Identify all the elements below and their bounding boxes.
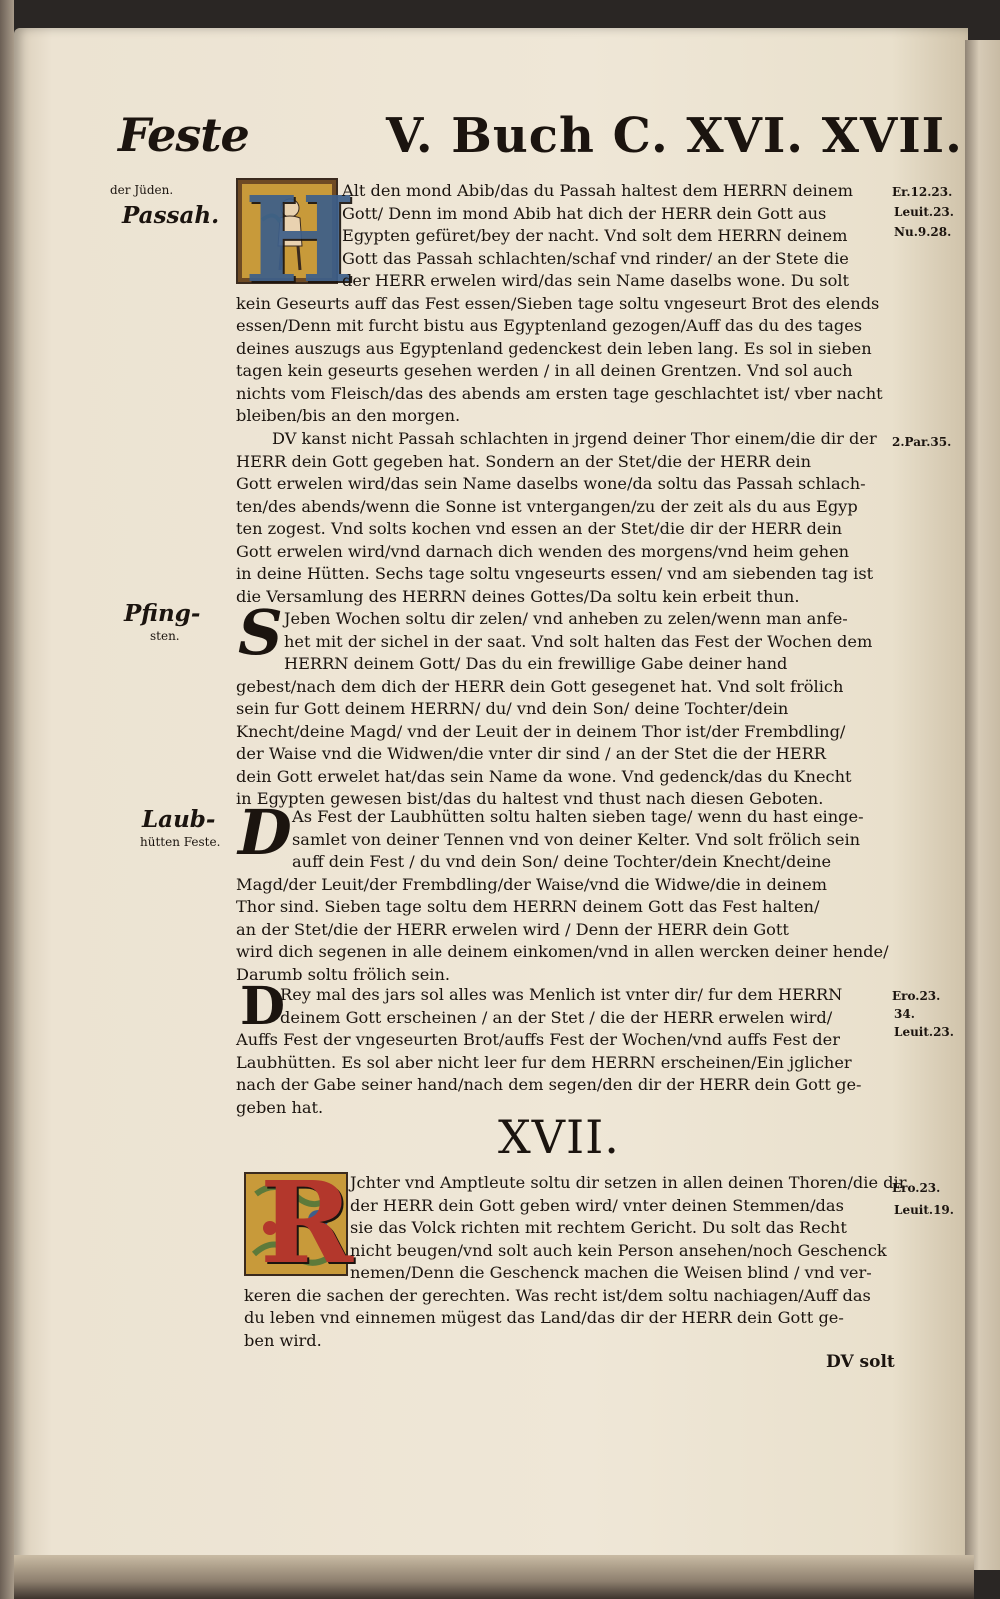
text-line: sie das Volck richten mit rechtem Gericht. Du solt das Recht	[350, 1218, 847, 1237]
text-line: het mit der sichel in der saat. Vnd solt halten das Fest der Wochen dem	[284, 631, 873, 651]
margin-ref: 2.Par.35.	[892, 435, 952, 449]
text-line: an der Stet/die der HERR erwelen wird / Denn der HERR dein Gott	[236, 919, 789, 939]
text-line: du leben vnd einnemen mügest das Land/das dir der HERR dein Gott ge-	[244, 1308, 844, 1327]
text-line: ben wird.	[244, 1330, 322, 1350]
running-head-center: V. Buch C. XVI. XVII.	[386, 108, 963, 164]
text-line: Gott/ Denn im mond Abib hat dich der HERR dein Gott aus	[342, 203, 827, 223]
text-line: keren die sachen der gerechten. Was recht ist/dem soltu nachiagen/Auff das	[244, 1285, 871, 1305]
margin-note-passah: Passah.	[122, 202, 220, 229]
text-line: nicht beugen/vnd solt auch kein Person ansehen/noch Geschenck	[350, 1240, 887, 1260]
margin-ref: 34.	[894, 1007, 915, 1021]
text-line: Jchter vnd Amptleute soltu dir setzen in allen deinen Thoren/die dir	[350, 1173, 907, 1192]
text-line: dein Gott erwelet hat/das sein Name da wone. Vnd gedenck/das du Knecht	[236, 766, 852, 786]
text-line: die Versamlung des HERRN deines Gottes/Da soltu kein erbeit thun.	[236, 586, 800, 606]
margin-ref: Leuit.19.	[894, 1203, 954, 1217]
text-line: Auffs Fest der vngeseurten Brot/auffs Fest der Wochen/vnd auffs Fest der	[236, 1030, 840, 1049]
text-line: nichts vom Fleisch/das des abends am ersten tage geschlachtet ist/ vber nacht	[236, 383, 883, 403]
margin-ref: Ero.23.	[892, 989, 941, 1003]
adjacent-page-edge	[965, 40, 1000, 1570]
margin-note-laubhuetten-cont: hütten Feste.	[140, 835, 221, 849]
text-line: Gott das Passah schlachten/schaf vnd rinder/ an der Stete die	[342, 248, 849, 268]
text-line: Knecht/deine Magd/ vnd der Leuit der in deinem Thor ist/der Frembdling/	[236, 721, 846, 741]
text-line: essen/Denn mit furcht bistu aus Egyptenland gezogen/Auff das du des tages	[236, 316, 863, 335]
text-line: ten/des abends/wenn die Sonne ist vntergangen/zu der zeit als du aus Egyp	[236, 496, 858, 516]
text-line: deines auszugs aus Egyptenland gedenckest dein leben lang. Es sol in sieben	[236, 338, 872, 358]
text-line: HERR dein Gott gegeben hat. Sondern an der Stet/die der HERR dein	[236, 451, 812, 471]
text-line: kein Geseurts auff das Fest essen/Sieben tage soltu vngeseurt Brot des elends	[236, 293, 880, 313]
paragraph-passah	[236, 180, 894, 428]
initial-d-laubhuetten: D	[238, 796, 292, 869]
margin-note-laubhuetten: Laub-	[142, 806, 216, 833]
text-line: Egypten gefüret/bey der nacht. Vnd solt dem HERRN deinem	[342, 226, 848, 245]
text-line: in Egypten gewesen bist/das du haltest vnd thust nach diesen Geboten.	[236, 789, 824, 808]
text-line: Thor sind. Sieben tage soltu dem HERRN deinem Gott das Fest halten/	[236, 897, 820, 916]
chapter-heading: XVII.	[498, 1110, 620, 1164]
page-bottom-edge	[14, 1555, 974, 1599]
text-line: Laubhütten. Es sol aber nicht leer fur dem HERRN erscheinen/Ein jglicher	[236, 1052, 852, 1072]
text-line: DV kanst nicht Passah schlachten in jrgend deiner Thor einem/die dir der	[272, 429, 877, 448]
initial-letter: H	[244, 170, 356, 309]
text-line: samlet von deiner Tennen vnd von deiner Kelter. Vnd solt frölich sein	[292, 829, 861, 849]
paragraph-richter	[236, 1172, 907, 1352]
text-line: nemen/Denn die Geschenck machen die Weisen blind / vnd ver-	[350, 1263, 872, 1282]
margin-note-pfingsten: Pfing-	[124, 600, 201, 627]
text-line: ten zogest. Vnd solts kochen vnd essen an der Stet/die dir der HERR dein	[236, 519, 843, 538]
paragraph-drey-mal	[236, 984, 894, 1119]
text-line: As Fest der Laubhütten soltu halten sieben tage/ wenn du hast einge-	[292, 807, 864, 826]
margin-ref: Leuit.23.	[894, 205, 954, 219]
text-line: in deine Hütten. Sechs tage soltu vngeseurts essen/ vnd am siebenden tag ist	[236, 564, 874, 583]
text-line: HERRN deinem Gott/ Das du ein frewillige Gabe deiner hand	[284, 654, 788, 673]
text-line: deinem Gott erscheinen / an der Stet / die der HERR erwelen wird/	[280, 1007, 833, 1027]
book-binding-edge	[0, 0, 14, 1599]
catchword: DV solt	[826, 1352, 895, 1372]
text-line: Jeben Wochen soltu dir zelen/ vnd anheben zu zelen/wenn man anfe-	[284, 609, 848, 628]
text-line: der Waise vnd die Widwen/die vnter dir sind / an der Stet die der HERR	[236, 744, 826, 763]
margin-ref: Er.12.23.	[892, 185, 953, 199]
margin-note-pfingsten-cont: sten.	[150, 629, 180, 643]
paragraph-laubhuetten	[236, 806, 894, 986]
text-line: Gott erwelen wird/vnd darnach dich wenden des morgens/vnd heim gehen	[236, 541, 850, 561]
text-line: auff dein Fest / du vnd dein Son/ deine Tochter/dein Knecht/deine	[292, 852, 832, 871]
text-line: Alt den mond Abib/das du Passah haltest dem HERRN deinem	[342, 181, 853, 200]
text-line: wird dich segenen in alle deinem einkomen/vnd in allen wercken deiner hende/	[236, 942, 889, 961]
text-line: sein fur Gott deinem HERRN/ du/ vnd dein Son/ deine Tochter/dein	[236, 699, 789, 718]
text-line: Rey mal des jars sol alles was Menlich ist vnter dir/ fur dem HERRN	[280, 985, 843, 1004]
margin-ref: Leuit.23.	[894, 1025, 954, 1039]
margin-ref: Nu.9.28.	[894, 225, 952, 239]
text-line: Magd/der Leuit/der Frembdling/der Waise/vnd die Widwe/die in deinem	[236, 874, 828, 894]
initial-s: S	[238, 596, 283, 669]
text-line: der HERR dein Gott geben wird/ vnter deinen Stemmen/das	[350, 1195, 844, 1215]
margin-ref: Ero.23.	[892, 1181, 941, 1195]
text-line: nach der Gabe seiner hand/nach dem segen/den dir der HERR dein Gott ge-	[236, 1075, 862, 1094]
text-line: geben hat.	[236, 1097, 324, 1117]
text-line: tagen kein geseurts gesehen werden / in all deinen Grentzen. Vnd sol auch	[236, 361, 853, 380]
text-line: Gott erwelen wird/das sein Name daselbs wone/da soltu das Passah schlach-	[236, 474, 866, 493]
text-line: gebest/nach dem dich der HERR dein Gott gesegenet hat. Vnd solt frölich	[236, 676, 844, 696]
running-head-left: Feste	[118, 108, 249, 162]
initial-letter: R	[260, 1158, 354, 1289]
paragraph-pfingsten	[236, 608, 894, 811]
text-line: Darumb soltu frölich sein.	[236, 964, 451, 984]
text-line: der HERR erwelen wird/das sein Name daselbs wone. Du solt	[342, 271, 850, 290]
margin-note-der-jueden: der Jüden.	[110, 183, 174, 197]
initial-d-drey: D	[240, 976, 286, 1037]
paragraph-passah-place	[236, 428, 894, 608]
text-line: bleiben/bis an den morgen.	[236, 406, 461, 425]
